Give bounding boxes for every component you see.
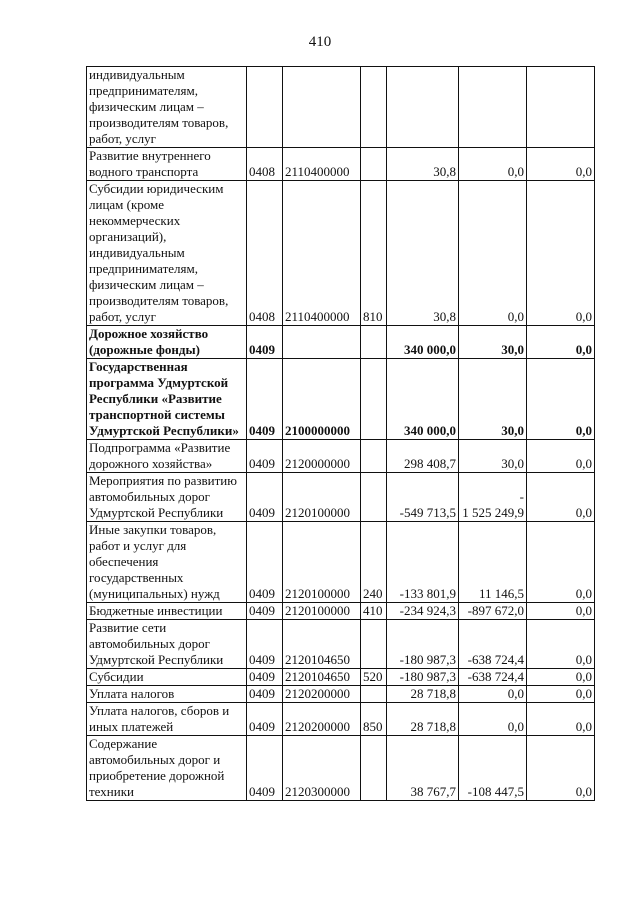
section-code-cell: 0409: [247, 326, 283, 359]
target-article-cell: 2120200000: [283, 686, 361, 703]
expense-type-cell: [361, 440, 387, 473]
expense-type-cell: 520: [361, 669, 387, 686]
amount-cell-2: -108 447,5: [459, 736, 527, 801]
amount-cell-1: 30,8: [387, 148, 459, 181]
target-article-cell: 2120100000: [283, 522, 361, 603]
item-name-cell: Развитие внутреннего водного транспорта: [87, 148, 247, 181]
item-name-cell: Развитие сети автомобильных дорог Удмуртской Республики: [87, 620, 247, 669]
amount-cell-2: 0,0: [459, 686, 527, 703]
amount-cell-3: 0,0: [527, 181, 595, 326]
amount-cell-3: 0,0: [527, 669, 595, 686]
budget-table-body: [87, 67, 595, 801]
section-code-cell: 0409: [247, 603, 283, 620]
amount-cell-2: -638 724,4: [459, 620, 527, 669]
item-name-cell: Субсидии юридическим лицам (кроме некоммерческих организаций), индивидуальным предпринимателям, физическим лицам – производителям товаров, работ, услуг: [87, 181, 247, 326]
table-row: [87, 703, 595, 736]
item-name-cell: Бюджетные инвестиции: [87, 603, 247, 620]
expense-type-cell: [361, 67, 387, 148]
expense-type-cell: [361, 148, 387, 181]
amount-cell-1: -180 987,3: [387, 620, 459, 669]
item-name-cell: Уплата налогов, сборов и иных платежей: [87, 703, 247, 736]
amount-cell-1: -234 924,3: [387, 603, 459, 620]
section-code-cell: [247, 67, 283, 148]
amount-cell-2: 30,0: [459, 359, 527, 440]
section-code-cell: 0409: [247, 522, 283, 603]
amount-cell-2: 11 146,5: [459, 522, 527, 603]
target-article-cell: 2120200000: [283, 703, 361, 736]
expense-type-cell: 850: [361, 703, 387, 736]
item-name-cell: Уплата налогов: [87, 686, 247, 703]
amount-cell-3: 0,0: [527, 148, 595, 181]
item-name-cell: Государственная программа Удмуртской Республики «Развитие транспортной системы Удмуртской Республики»: [87, 359, 247, 440]
amount-cell-1: 38 767,7: [387, 736, 459, 801]
section-code-cell: 0409: [247, 620, 283, 669]
table-row: [87, 736, 595, 801]
item-name-cell: Подпрограмма «Развитие дорожного хозяйства»: [87, 440, 247, 473]
target-article-cell: 2120100000: [283, 603, 361, 620]
target-article-cell: [283, 326, 361, 359]
amount-cell-1: 340 000,0: [387, 326, 459, 359]
target-article-cell: 2120100000: [283, 473, 361, 522]
item-name-cell: Дорожное хозяйство (дорожные фонды): [87, 326, 247, 359]
table-row: [87, 603, 595, 620]
amount-cell-2: 30,0: [459, 440, 527, 473]
amount-cell-2: -638 724,4: [459, 669, 527, 686]
amount-cell-3: 0,0: [527, 703, 595, 736]
amount-cell-2: 0,0: [459, 181, 527, 326]
amount-cell-3: 0,0: [527, 440, 595, 473]
amount-cell-2: 30,0: [459, 326, 527, 359]
amount-cell-3: [527, 67, 595, 148]
expense-type-cell: [361, 473, 387, 522]
amount-cell-2: 0,0: [459, 703, 527, 736]
amount-cell-1: [387, 67, 459, 148]
section-code-cell: 0408: [247, 181, 283, 326]
table-row: [87, 620, 595, 669]
expense-type-cell: 240: [361, 522, 387, 603]
section-code-cell: 0409: [247, 359, 283, 440]
target-article-cell: 2120000000: [283, 440, 361, 473]
amount-cell-3: 0,0: [527, 522, 595, 603]
section-code-cell: 0409: [247, 703, 283, 736]
expense-type-cell: [361, 736, 387, 801]
target-article-cell: 2120104650: [283, 620, 361, 669]
table-row: [87, 473, 595, 522]
amount-cell-1: -133 801,9: [387, 522, 459, 603]
table-row: [87, 686, 595, 703]
target-article-cell: [283, 67, 361, 148]
section-code-cell: 0409: [247, 736, 283, 801]
amount-cell-2: [459, 67, 527, 148]
table-row: [87, 440, 595, 473]
amount-cell-3: 0,0: [527, 736, 595, 801]
amount-cell-3: 0,0: [527, 473, 595, 522]
target-article-cell: 2100000000: [283, 359, 361, 440]
amount-cell-1: 28 718,8: [387, 686, 459, 703]
amount-cell-1: 298 408,7: [387, 440, 459, 473]
table-row: [87, 359, 595, 440]
amount-cell-3: 0,0: [527, 603, 595, 620]
target-article-cell: 2110400000: [283, 181, 361, 326]
amount-cell-3: 0,0: [527, 326, 595, 359]
amount-cell-2: 0,0: [459, 148, 527, 181]
expense-type-cell: [361, 359, 387, 440]
amount-cell-3: 0,0: [527, 359, 595, 440]
expense-type-cell: 410: [361, 603, 387, 620]
budget-table: [86, 66, 595, 801]
expense-type-cell: [361, 620, 387, 669]
expense-type-cell: [361, 686, 387, 703]
item-name-cell: Субсидии: [87, 669, 247, 686]
table-row: [87, 522, 595, 603]
amount-cell-2: -897 672,0: [459, 603, 527, 620]
expense-type-cell: [361, 326, 387, 359]
table-row: [87, 67, 595, 148]
item-name-cell: Иные закупки товаров, работ и услуг для обеспечения государственных (муниципальных) нужд: [87, 522, 247, 603]
amount-cell-1: 28 718,8: [387, 703, 459, 736]
page-number: 410: [308, 34, 332, 50]
amount-cell-1: 340 000,0: [387, 359, 459, 440]
target-article-cell: 2120300000: [283, 736, 361, 801]
item-name-cell: индивидуальным предпринимателям, физическим лицам – производителям товаров, работ, услуг: [87, 67, 247, 148]
table-row: [87, 148, 595, 181]
amount-cell-2: - 1 525 249,9: [459, 473, 527, 522]
section-code-cell: 0409: [247, 440, 283, 473]
table-row: [87, 181, 595, 326]
amount-cell-3: 0,0: [527, 686, 595, 703]
section-code-cell: 0408: [247, 148, 283, 181]
table-row: [87, 669, 595, 686]
amount-cell-1: -180 987,3: [387, 669, 459, 686]
item-name-cell: Содержание автомобильных дорог и приобретение дорожной техники: [87, 736, 247, 801]
amount-cell-1: -549 713,5: [387, 473, 459, 522]
section-code-cell: 0409: [247, 473, 283, 522]
table-row: [87, 326, 595, 359]
section-code-cell: 0409: [247, 686, 283, 703]
item-name-cell: Мероприятия по развитию автомобильных дорог Удмуртской Республики: [87, 473, 247, 522]
amount-cell-1: 30,8: [387, 181, 459, 326]
section-code-cell: 0409: [247, 669, 283, 686]
target-article-cell: 2120104650: [283, 669, 361, 686]
amount-cell-3: 0,0: [527, 620, 595, 669]
expense-type-cell: 810: [361, 181, 387, 326]
target-article-cell: 2110400000: [283, 148, 361, 181]
